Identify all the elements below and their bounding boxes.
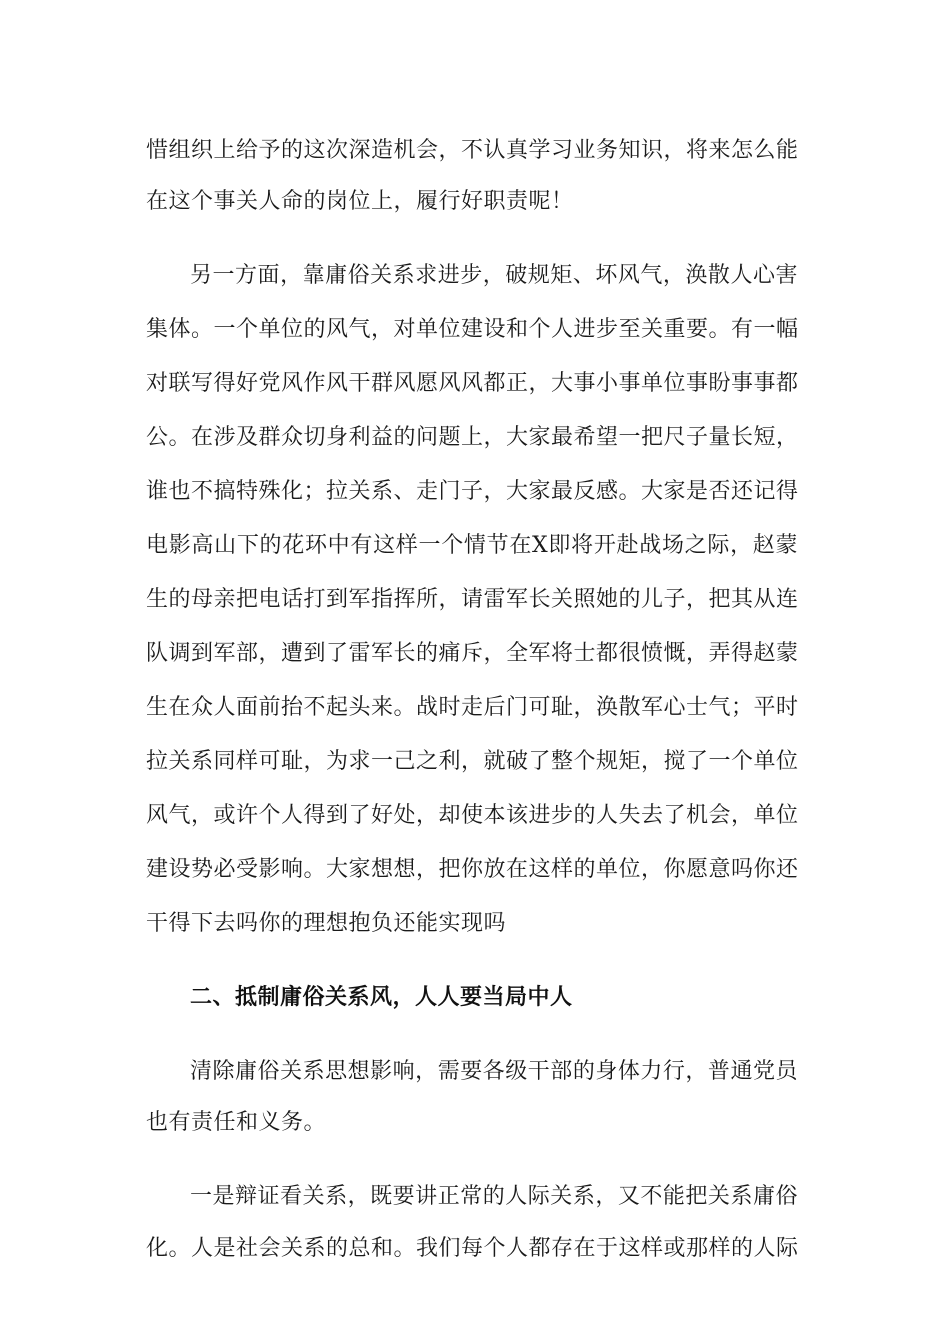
paragraph-2-line-10: 拉关系同样可耻，为求一己之利，就破了整个规矩，搅了一个单位 bbox=[146, 749, 799, 774]
section-heading: 二、抵制庸俗关系风，人人要当局中人 bbox=[190, 985, 573, 1010]
paragraph-3-line-2: 也有责任和义务。 bbox=[146, 1110, 327, 1135]
paragraph-2-line-2: 集体。一个单位的风气，对单位建设和个人进步至关重要。有一幅 bbox=[146, 317, 799, 342]
paragraph-1-line-1: 惜组织上给予的这次深造机会，不认真学习业务知识，将来怎么能 bbox=[146, 138, 799, 163]
paragraph-2-line-4: 公。在涉及群众切身利益的问题上，大家最希望一把尺子量长短， bbox=[146, 425, 799, 450]
paragraph-4-line-2: 化。人是社会关系的总和。我们每个人都存在于这样或那样的人际 bbox=[146, 1236, 799, 1261]
paragraph-2-line-3: 对联写得好党风作风干群风愿风风都正，大事小事单位事盼事事都 bbox=[146, 371, 799, 396]
paragraph-2-line-7: 生的母亲把电话打到军指挥所，请雷军长关照她的儿子，把其从连 bbox=[146, 587, 799, 612]
paragraph-2-line-13: 干得下去吗你的理想抱负还能实现吗 bbox=[146, 911, 507, 936]
paragraph-3-line-1: 清除庸俗关系思想影响，需要各级干部的身体力行，普通党员 bbox=[190, 1059, 798, 1084]
paragraph-2-line-9: 生在众人面前抬不起头来。战时走后门可耻，涣散军心士气；平时 bbox=[146, 695, 799, 720]
paragraph-1-line-2: 在这个事关人命的岗位上，履行好职责呢！ bbox=[146, 189, 574, 214]
paragraph-2-line-11: 风气，或许个人得到了好处，却使本该进步的人失去了机会，单位 bbox=[146, 803, 799, 828]
paragraph-2-line-8: 队调到军部，遭到了雷军长的痛斥，全军将士都很愤慨，弄得赵蒙 bbox=[146, 641, 799, 666]
paragraph-2-line-6: 电影高山下的花环中有这样一个情节在X即将开赴战场之际，赵蒙 bbox=[146, 533, 798, 558]
paragraph-2-line-12: 建设势必受影响。大家想想，把你放在这样的单位，你愿意吗你还 bbox=[146, 857, 799, 882]
paragraph-2-line-1: 另一方面，靠庸俗关系求进步，破规矩、坏风气，涣散人心害 bbox=[190, 263, 798, 288]
paragraph-2-line-5: 谁也不搞特殊化；拉关系、走门子，大家最反感。大家是否还记得 bbox=[146, 479, 799, 504]
paragraph-4-line-1: 一是辩证看关系，既要讲正常的人际关系，又不能把关系庸俗 bbox=[190, 1184, 798, 1209]
